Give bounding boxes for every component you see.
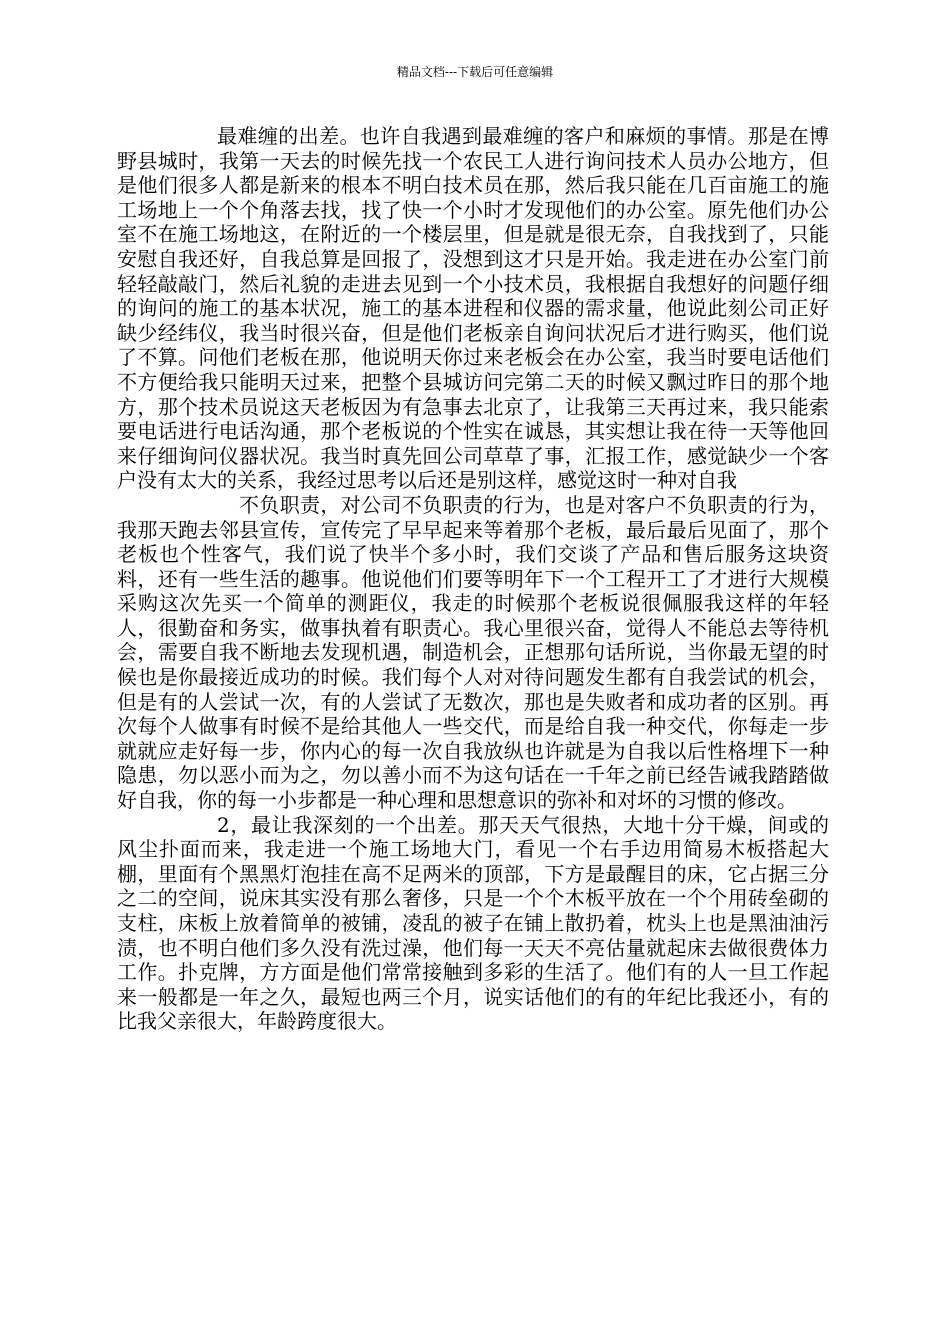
paragraph-memorable-trip: 2，最让我深刻的一个出差。那天天气很热，大地十分干燥，间或的风尘扑面而来，我走进一个施工场地大门，看见一个右手边用简易木板搭起大棚，里面有个黑黑灯泡挂在高不足两米的顶部，下方是最醒目的床，它占据三分之二的空间，说床其实没有那么奢侈，只是一个个木板平放在一个个用砖垒砌的支柱，床板上放着简单的被铺，凌乱的被子在铺上散扔着，枕头上也是黑油油污渍，也不明白他们多久没有洗过澡，他们每一天天不亮估量就起床去做很费体力工作。扑克牌，方方面是他们常常接触到多彩的生活了。他们有的人一旦工作起来一般都是一年之久，最短也两三个月，说实话他们的有的年纪比我还小，有的比我父亲很大，年龄跨度很大。: [117, 812, 829, 1034]
paragraph-difficult-trip: 最难缠的出差。也许自我遇到最难缠的客户和麻烦的事情。那是在博野县城时，我第一天去的时候先找一个农民工人进行询问技术人员办公地方，但是他们很多人都是新来的根本不明白技术员在那，然后我只能在几百亩施工的施工场地上一个个角落去找，找了快一个小时才发现他们的办公室。原先他们办公室不在施工场地这，在附近的一个楼层里，但是就是很无奈，自我找到了，只能安慰自我还好，自我总算是回报了，没想到这才只是开始。我走进在办公室门前轻轻敲敲门，然后礼貌的走进去见到一个小技术员，我根据自我想好的问题仔细的询问的施工的基本状况，施工的基本进程和仪器的需求量，他说此刻公司正好缺少经纬仪，我当时很兴奋，但是他们老板亲自询问状况后才进行购买，他们说了不算。问他们老板在那，他说明天你过来老板会在办公室，我当时要电话他们不方便给我只能明天过来，把整个县城访问完第二天的时候又飘过昨日的那个地方，那个技术员说这天老板因为有急事去北京了，让我第三天再过来，我只能索要电话进行电话沟通，那个老板说的个性实在诚恳，其实想让我在待一天等他回来仔细询问仪器状况。我当时真先回公司草草了事，汇报工作，感觉缺少一个客户没有太大的关系，我经过思考以后还是别这样，感觉这时一种对自我: [117, 124, 829, 493]
page-header: 精品文档---下载后可任意编辑: [396, 65, 554, 79]
document-body: [117, 124, 829, 1034]
paragraph-responsibility: 不负职责，对公司不负职责的行为，也是对客户不负职责的行为，我那天跑去邻县宣传，宣传完了早早起来等着那个老板，最后最后见面了，那个老板也个性客气，我们说了快半个多小时，我们交谈了产品和售后服务这块资料，还有一些生活的趣事。他说他们们要等明年下一个工程开工了才进行大规模采购这次先买一个简单的测距仪，我走的时候那个老板说很佩服我这样的年轻人，很勤奋和务实，做事执着有职责心。我心里很兴奋，觉得人不能总去等待机会，需要自我不断地去发现机遇，制造机会，正想那句话所说，当你最无望的时候也是你最接近成功的时候。我们每个人对对待问题发生都有自我尝试的机会，但是有的人尝试一次，有的人尝试了无数次，那也是失败者和成功者的区别。再次每个人做事有时候不是给其他人一些交代，而是给自我一种交代，你每走一步就就应走好每一步，你内心的每一次自我放纵也许就是为自我以后性格埋下一种隐患，勿以恶小而为之，勿以善小而不为这句话在一千年之前已经告诫我踏踏做好自我，你的每一小步都是一种心理和思想意识的弥补和对坏的习惯的修改。: [117, 492, 829, 813]
